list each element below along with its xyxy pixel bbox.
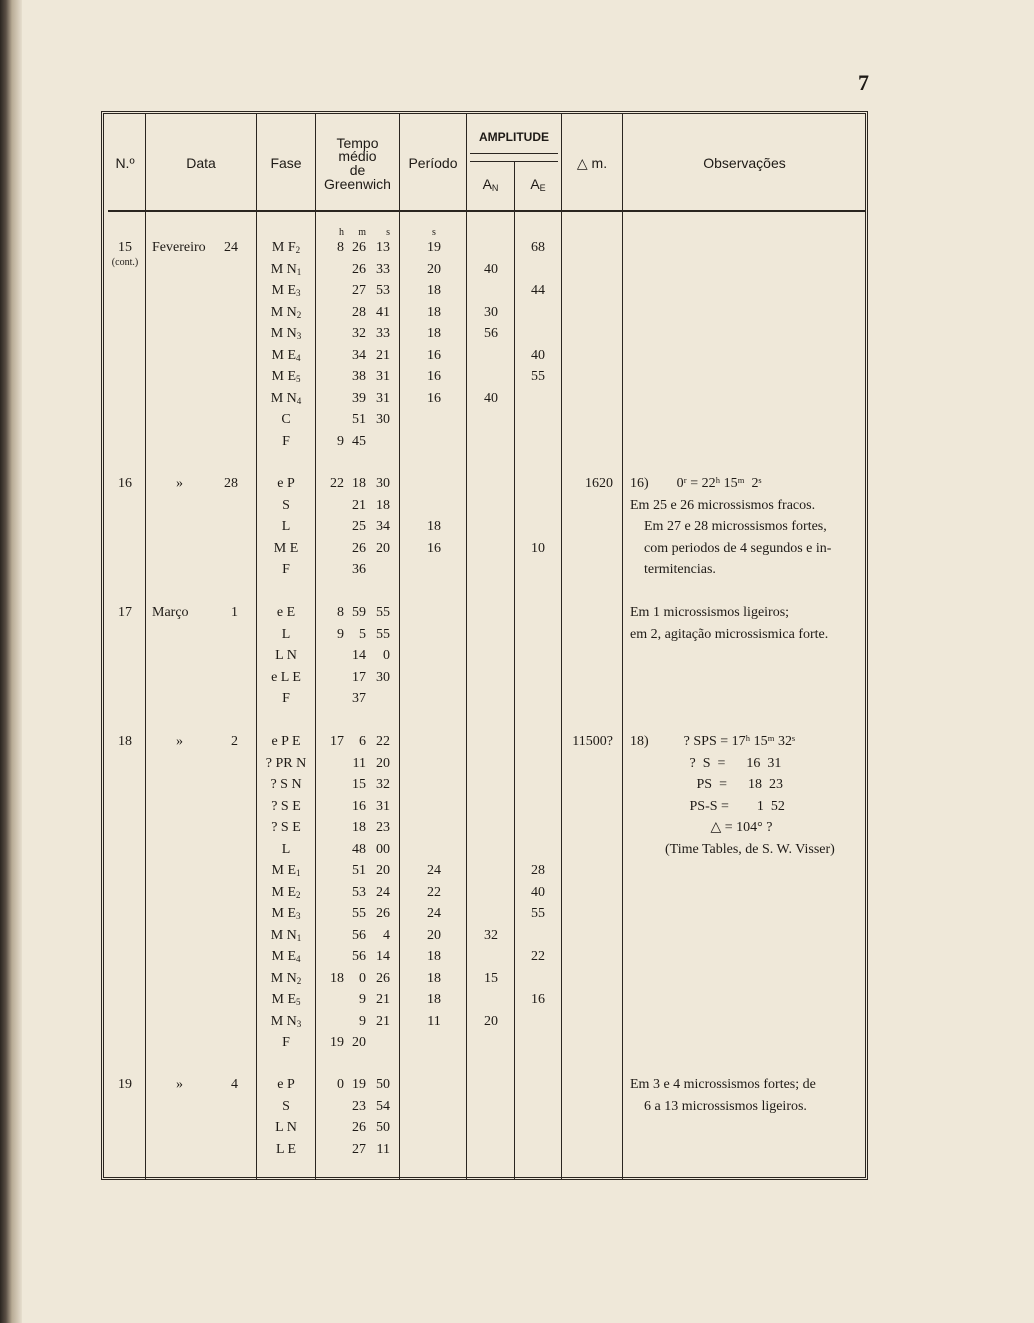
record-number-note: (cont.) [111,257,139,268]
period-value: 16 [427,348,441,363]
period-value: 20 [427,928,441,943]
time-minutes: 36 [352,562,366,577]
time-seconds: 23 [376,820,390,835]
phase-cell [258,519,314,535]
amplitude-e: 22 [531,949,545,964]
record-day: 24 [224,240,238,255]
time-minutes: 51 [352,863,366,878]
record-date [146,476,256,492]
time-minutes: 34 [352,348,366,363]
time-hours: 8 [337,605,344,620]
time-minutes: 9 [359,992,366,1007]
time-seconds: 18 [376,498,390,513]
phase-cell [258,971,314,989]
phase-label: F [282,562,290,577]
phase-cell [258,605,314,621]
time-minutes: 56 [352,949,366,964]
time-minutes: 28 [352,305,366,320]
phase-cell [258,476,314,492]
period-value: 19 [427,240,441,255]
observation-line: PS = 18 23 [630,777,783,792]
amplitude-rule-2 [470,161,558,162]
phase-label: L [281,842,291,857]
phase-subscript: 2 [295,245,301,255]
phase-cell [258,541,314,557]
period-value: 18 [427,305,441,320]
period-value: 16 [427,541,441,556]
col-rule-tempo [399,114,400,1180]
record-day: 4 [231,1077,238,1092]
unit-h: h [339,227,344,238]
time-minutes: 5 [359,627,366,642]
time-minutes: 32 [352,326,366,341]
time-minutes: 23 [352,1099,366,1114]
amplitude-e: 28 [531,863,545,878]
record-day: 2 [231,734,238,749]
phase-subscript: 3 [296,331,302,341]
time-seconds: 00 [376,842,390,857]
header-periodo: Período [408,155,458,171]
time-hours: 17 [330,734,344,749]
observation-line: ? S = 16 31 [630,756,782,771]
amplitude-n: 56 [484,326,498,341]
time-hours: 22 [330,476,344,491]
record-date [146,605,256,621]
record-month: » [176,734,183,749]
phase-label: e P [277,476,295,491]
time-minutes: 21 [352,498,366,513]
phase-label: e E [276,605,296,620]
period-value: 16 [427,369,441,384]
col-rule-an [514,162,515,1180]
amplitude-e: 10 [531,541,545,556]
observation-line: em 2, agitação microssismica forte. [630,627,829,642]
phase-subscript: 1 [296,267,302,277]
phase-cell [258,1077,314,1093]
record-month: Fevereiro [152,240,206,255]
amplitude-rule-1 [470,153,558,154]
phase-subscript: 1 [296,868,301,878]
col-rule-fase [315,114,316,1180]
amplitude-e: 44 [531,283,545,298]
phase-cell [258,627,314,643]
period-value: 18 [427,971,441,986]
unit-period-s: s [432,227,436,238]
header-no: N.º [115,155,135,171]
amplitude-e: 55 [531,369,545,384]
time-seconds: 22 [376,734,390,749]
time-minutes: 38 [352,369,366,384]
observation-line: 18) ? SPS = 17ʰ 15ᵐ 32ˢ [630,734,795,749]
phase-cell [258,283,314,301]
period-value: 22 [427,885,441,900]
observation-line: Em 27 e 28 microssismos fortes, [630,519,827,534]
phase-subscript: 4 [296,353,301,363]
period-value: 18 [427,326,441,341]
time-seconds: 26 [376,971,390,986]
phase-cell [258,906,314,924]
period-value: 18 [427,949,441,964]
phase-label: M N [270,326,297,341]
phase-cell [258,885,314,903]
phase-subscript: 5 [296,374,301,384]
record-delta: 11500? [572,734,613,749]
time-seconds: 31 [376,391,390,406]
time-seconds: 31 [376,799,390,814]
record-day: 28 [224,476,238,491]
phase-cell [258,391,314,409]
phase-label: ? S N [270,777,302,792]
time-seconds: 32 [376,777,390,792]
phase-cell [258,434,314,450]
phase-cell [258,756,314,772]
time-seconds: 33 [376,262,390,277]
phase-cell [258,1014,314,1032]
header-observacoes: Observações [703,155,786,171]
phase-subscript: 3 [296,288,301,298]
record-date [146,1077,256,1093]
time-seconds: 55 [376,605,390,620]
time-hours: 9 [337,434,344,449]
amplitude-e: 16 [531,992,545,1007]
time-minutes: 26 [352,1120,366,1135]
amplitude-n: 40 [484,262,498,277]
phase-label: M E [271,283,296,298]
header-fase: Fase [270,155,302,171]
amplitude-n: 32 [484,928,498,943]
observation-line: 6 a 13 microssismos ligeiros. [630,1099,807,1114]
phase-label: M E [271,906,296,921]
period-value: 18 [427,283,441,298]
phase-label: M E [273,541,299,556]
phase-cell [258,734,314,750]
time-seconds: 30 [376,412,390,427]
phase-subscript: 3 [296,911,301,921]
amplitude-n: 40 [484,391,498,406]
time-seconds: 20 [376,541,390,556]
time-minutes: 51 [352,412,366,427]
record-delta: 1620 [585,476,613,491]
header-amplitude: AMPLITUDE [479,130,549,144]
phase-label: e P E [271,734,301,749]
time-seconds: 53 [376,283,390,298]
record-day: 1 [231,605,238,620]
phase-cell [258,670,314,686]
phase-label: M E [271,992,296,1007]
phase-label: M F [271,240,296,255]
time-seconds: 14 [376,949,390,964]
phase-label: ? PR N [265,756,307,771]
time-seconds: 54 [376,1099,390,1114]
time-hours: 8 [337,240,344,255]
time-seconds: 21 [376,1014,390,1029]
time-minutes: 20 [352,1035,366,1050]
phase-label: M E [271,863,296,878]
observation-line: △ = 104° ? [630,820,773,835]
header-tempo-3: de [349,162,366,178]
header-ae: $A_E$ [530,176,546,193]
col-rule-data [256,114,257,1180]
header-data: Data [186,155,216,171]
period-value: 11 [427,1014,441,1029]
phase-label: L [281,627,291,642]
phase-cell [258,1035,314,1051]
amplitude-n: 15 [484,971,498,986]
phase-label: F [282,434,290,449]
observation-line: Em 25 e 26 microssismos fracos. [630,498,816,513]
time-minutes: 27 [352,283,366,298]
time-minutes: 55 [352,906,366,921]
record-month: » [176,476,183,491]
period-value: 18 [427,992,441,1007]
page-number: 7 [858,70,869,95]
record-number: 16 [118,476,132,491]
phase-label: ? S E [271,799,301,814]
time-minutes: 18 [352,820,366,835]
phase-cell [258,262,314,280]
phase-cell [258,1142,314,1158]
time-minutes: 15 [352,777,366,792]
amplitude-e: 68 [531,240,545,255]
header-tempo-4: Greenwich [324,176,391,192]
col-rule-no [145,114,146,1180]
observation-line: PS-S = 1 52 [630,799,785,814]
time-minutes: 9 [359,1014,366,1029]
time-minutes: 6 [359,734,366,749]
amplitude-e: 40 [531,348,545,363]
period-value: 18 [427,519,441,534]
header-tempo-2: médio [338,148,377,164]
time-minutes: 45 [352,434,366,449]
time-minutes: 26 [352,262,366,277]
time-seconds: 30 [376,476,390,491]
period-value: 16 [427,391,441,406]
col-rule-delta [622,114,623,1180]
phase-cell [258,498,314,514]
record-date [146,240,256,256]
phase-label: F [282,1035,290,1050]
header-rule [108,210,866,212]
period-value: 24 [427,906,441,921]
observation-line: com periodos de 4 segundos e in- [630,541,832,556]
time-minutes: 16 [352,799,366,814]
phase-label: M N [270,262,297,277]
time-seconds: 26 [376,906,390,921]
phase-label: M N [270,305,297,320]
record-month: » [176,1077,183,1092]
time-minutes: 27 [352,1142,366,1157]
phase-cell [258,777,314,793]
time-seconds: 21 [376,348,390,363]
phase-label: e L E [271,670,301,685]
phase-cell [258,326,314,344]
time-seconds: 0 [383,648,390,663]
time-minutes: 14 [352,648,366,663]
amplitude-e: 40 [531,885,545,900]
phase-label: L [281,519,291,534]
phase-subscript: 4 [296,954,301,964]
time-hours: 9 [337,627,344,642]
phase-cell [258,820,314,836]
phase-label: F [282,691,290,706]
phase-label: S [282,498,290,513]
amplitude-n: 30 [484,305,498,320]
phase-subscript: 1 [296,933,302,943]
header-delta: △ m. [576,155,608,171]
phase-cell [258,949,314,967]
phase-label: e P [277,1077,295,1092]
time-minutes: 17 [352,670,366,685]
col-rule-ae [561,114,562,1180]
phase-cell [258,1099,314,1115]
book-spine [0,0,22,1323]
phase-subscript: 4 [296,396,302,406]
col-rule-periodo [466,114,467,1180]
phase-subscript: 2 [296,976,302,986]
amplitude-e: 55 [531,906,545,921]
time-minutes: 37 [352,691,366,706]
record-date [146,734,256,750]
time-seconds: 33 [376,326,390,341]
phase-cell [258,648,314,664]
phase-label: M E [271,885,296,900]
phase-cell [258,1120,314,1136]
period-value: 24 [427,863,441,878]
time-hours: 18 [330,971,344,986]
record-number: 17 [118,605,132,620]
observation-line: termitencias. [630,562,716,577]
phase-cell [258,562,314,578]
phase-label: ? S E [271,820,301,835]
phase-cell [258,928,314,946]
phase-cell [258,412,314,428]
time-seconds: 24 [376,885,390,900]
phase-subscript: 2 [296,310,302,320]
phase-cell [258,240,314,258]
time-seconds: 50 [376,1077,390,1092]
phase-cell [258,799,314,815]
time-minutes: 19 [352,1077,366,1092]
time-seconds: 41 [376,305,390,320]
observation-line: 16) 0ʳ = 22ʰ 15ᵐ 2ˢ [630,476,762,491]
time-seconds: 4 [383,928,390,943]
phase-subscript: 5 [296,997,301,1007]
record-number: 15 [118,240,132,255]
unit-m: m [358,227,366,238]
time-hours: 19 [330,1035,344,1050]
phase-cell [258,842,314,858]
time-seconds: 20 [376,863,390,878]
time-minutes: 48 [352,842,366,857]
phase-subscript: 2 [296,890,301,900]
record-number: 18 [118,734,132,749]
time-minutes: 26 [352,240,366,255]
observation-line: Em 1 microssismos ligeiros; [630,605,790,620]
observation-line: (Time Tables, de S. W. Visser) [630,842,835,857]
phase-label: M N [270,391,297,406]
record-month: Março [152,605,189,620]
time-minutes: 0 [359,971,366,986]
time-seconds: 31 [376,369,390,384]
time-seconds: 30 [376,670,390,685]
phase-cell [258,863,314,881]
time-minutes: 56 [352,928,366,943]
observation-line: Em 3 e 4 microssismos fortes; de [630,1077,816,1092]
period-value: 20 [427,262,441,277]
phase-label: M E [271,369,296,384]
time-minutes: 26 [352,541,366,556]
header-tempo-1: Tempo [336,135,379,151]
phase-cell [258,305,314,323]
amplitude-n: 20 [484,1014,498,1029]
time-seconds: 20 [376,756,390,771]
time-minutes: 59 [352,605,366,620]
phase-label: M N [270,971,297,986]
time-seconds: 21 [376,992,390,1007]
phase-label: C [281,412,291,427]
time-seconds: 11 [376,1142,390,1157]
record-number: 19 [118,1077,132,1092]
time-minutes: 39 [352,391,366,406]
phase-label: M N [270,1014,297,1029]
time-minutes: 11 [352,756,366,771]
phase-label: L E [275,1142,297,1157]
phase-cell [258,691,314,707]
time-minutes: 25 [352,519,366,534]
phase-cell [258,369,314,387]
time-seconds: 13 [376,240,390,255]
phase-label: M E [271,949,296,964]
time-hours: 0 [337,1077,344,1092]
phase-subscript: 3 [296,1019,302,1029]
phase-label: M E [271,348,296,363]
time-seconds: 34 [376,519,390,534]
unit-s: s [386,227,390,238]
time-minutes: 53 [352,885,366,900]
phase-label: L N [275,648,297,663]
phase-label: S [282,1099,290,1114]
time-seconds: 50 [376,1120,390,1135]
header-an: $A_N$ [482,176,499,193]
phase-cell [258,992,314,1010]
phase-cell [258,348,314,366]
phase-label: L N [275,1120,297,1135]
phase-label: M N [270,928,297,943]
time-minutes: 18 [352,476,366,491]
time-seconds: 55 [376,627,390,642]
